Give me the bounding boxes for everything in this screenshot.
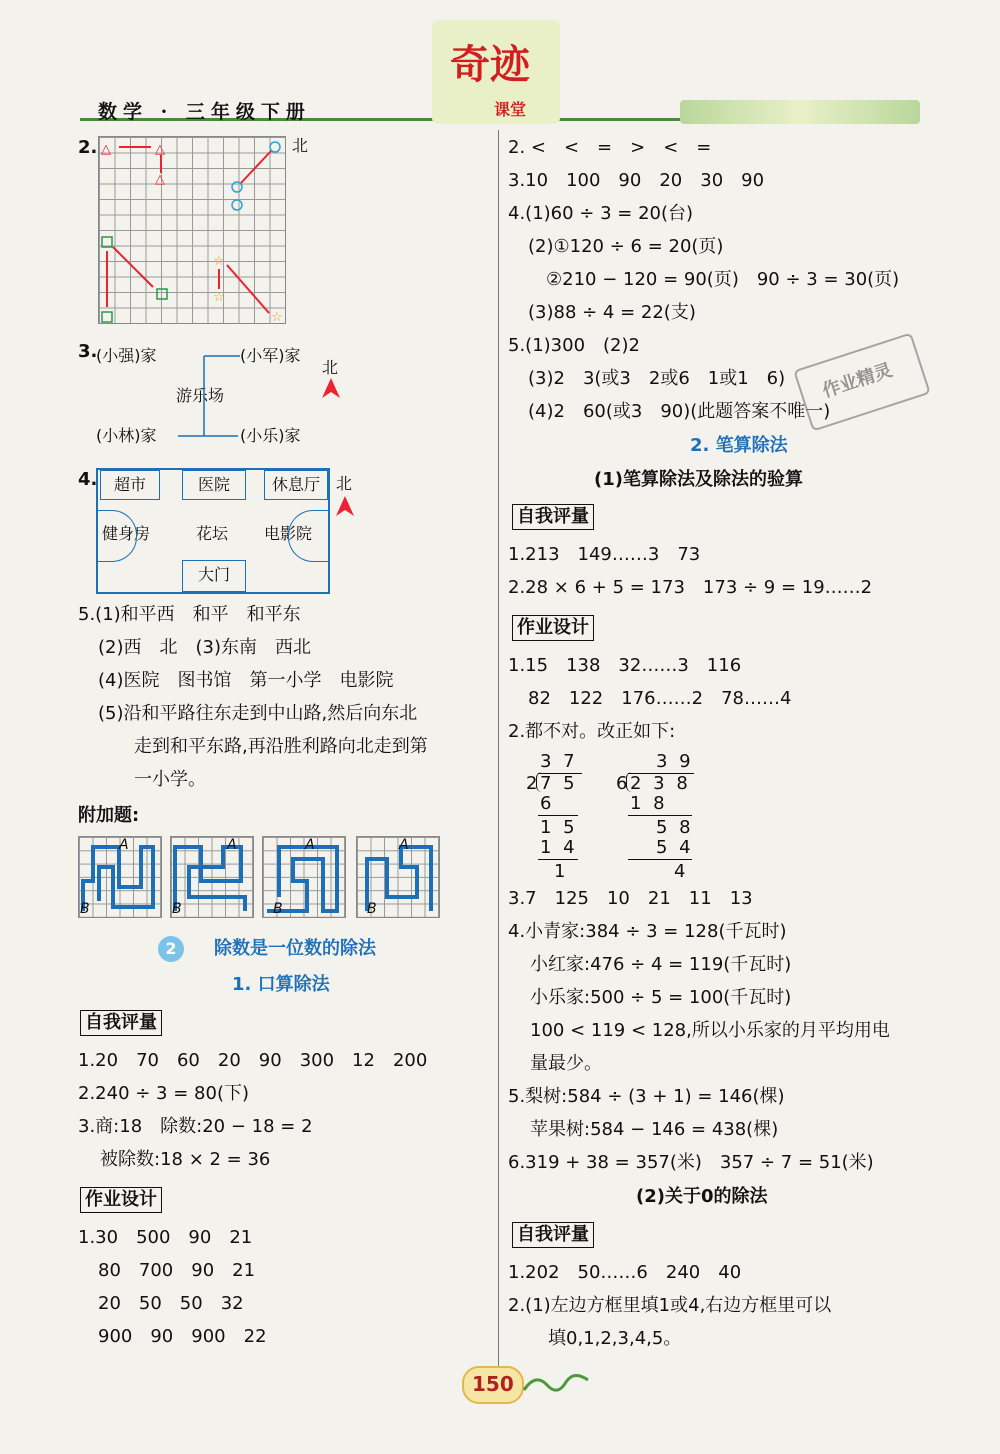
room-lounge: 休息厅 [264,470,328,500]
room-garden: 花坛 [196,524,229,543]
q3-xiaoqiang: (小强)家 [96,346,157,365]
q2-markers [99,137,285,323]
logo-main: 奇迹 [450,41,530,88]
page-number-badge [462,1366,524,1404]
q3-xiaole: (小乐)家 [240,426,301,445]
point-b-label: B [80,901,90,917]
r-line-8: (3)2 3(或3 2或6 1或1 6) [528,368,786,389]
q5-line-3: (4)医院 图书馆 第一小学 电影院 [98,670,394,691]
point-a-label: A [227,837,237,853]
q3-number: 3. [78,341,98,362]
r-b-line-4: 小乐家:500 ÷ 5 = 100(千瓦时) [530,987,792,1008]
q4-number: 4. [78,469,98,490]
section-number: 2 [158,936,184,962]
north-arrow-icon [322,378,340,400]
div2-dividend: 2 3 8 [630,773,691,794]
extra-grid-1 [78,836,162,918]
q3-xiaojun: (小军)家 [240,346,301,365]
se-line-4: 被除数:18 × 2 = 36 [100,1149,271,1170]
book-title: 数学 · 三年级下册 [98,101,311,123]
r-line-3: 4.(1)60 ÷ 3 = 20(台) [508,203,694,224]
hw-line-4: 900 90 900 22 [98,1326,267,1347]
r-hw-line-2: 82 122 176……2 78……4 [528,688,792,709]
room-supermarket: 超市 [100,470,160,500]
point-a-label: A [119,837,129,853]
svg-text:☆: ☆ [213,254,225,269]
div1-line-2 [538,859,578,860]
q3-map-lines [96,340,339,450]
r-line-9: (4)2 60(或3 90)(此题答案不唯一) [528,401,831,422]
room-gate: 大门 [182,560,246,592]
q2-north-label: 北 [292,136,309,155]
homework-label-2: 作业设计 [512,615,594,641]
point-b-label: B [172,901,182,917]
hw-line-3: 20 50 50 32 [98,1293,244,1314]
svg-text:△: △ [101,142,111,157]
r-se-line-1: 1.213 149……3 73 [508,544,701,565]
div1-dividend: 7 5 [540,773,578,794]
r-hw-line-1: 1.15 138 32……3 116 [508,655,742,676]
point-a-label: A [305,837,315,853]
page-number: 150 [472,1372,514,1396]
extra-grid-3 [262,836,346,918]
point-b-label: B [273,901,283,917]
div2-remainder: 4 [674,861,689,882]
column-divider [498,130,499,1370]
q5-line-5: 走到和平东路,再沿胜利路向北走到第 [134,736,428,757]
div1-quotient: 3 7 [540,751,578,772]
q3-north-label: 北 [322,358,339,377]
swirl-ornament-icon [522,1370,592,1398]
r-hw-line-3: 2.都不对。改正如下: [508,721,676,742]
extra-grid-4 [356,836,440,918]
hw-line-2: 80 700 90 21 [98,1260,256,1281]
r-line-4: (2)①120 ÷ 6 = 20(页) [528,236,724,257]
q2-number: 2. [78,137,98,158]
point-a-label: A [399,837,409,853]
north-arrow-icon [336,496,354,518]
q5-line-4: (5)沿和平路往东走到中山路,然后向东北 [98,703,418,724]
sub2-title: 2. 笔算除法 [690,435,788,456]
r-line-2: 3.10 100 90 20 30 90 [508,170,765,191]
q3-xiaolin: (小林)家 [96,426,157,445]
r-c-line-3: 填0,1,2,3,4,5。 [548,1328,682,1349]
r-c-line-2: 2.(1)左边方框里填1或4,右边方框里可以 [508,1295,832,1316]
point-b-label: B [367,901,377,917]
div1-line-1 [538,815,578,816]
r-line-5: ②210 − 120 = 90(页) 90 ÷ 3 = 30(页) [546,269,900,290]
svg-text:☆: ☆ [271,310,283,323]
div1-step-3: 1 4 [540,837,578,858]
div2-line-1 [628,815,692,816]
room-hospital: 医院 [182,470,246,500]
cinema-arc [288,510,329,562]
svg-text:☆: ☆ [213,290,225,305]
r-b-line-8: 苹果树:584 − 146 = 438(棵) [530,1119,779,1140]
div1-remainder: 1 [554,861,569,882]
q5-line-6: 一小学。 [134,769,206,790]
div2-step-2: 5 8 [656,817,694,838]
div1-step-2: 1 5 [540,817,578,838]
homework-label: 作业设计 [80,1187,162,1213]
q5-line-2: (2)西 北 (3)东南 西北 [98,637,311,658]
long-division-2 [616,752,716,882]
q3-park: 游乐场 [176,386,225,405]
extra-grid-2 [170,836,254,918]
q2-grid [98,136,286,324]
self-eval-label-3: 自我评量 [512,1222,594,1248]
long-division-1 [526,752,616,882]
logo-sub: 课堂 [494,100,527,119]
r-b-line-2: 4.小青家:384 ÷ 3 = 128(千瓦时) [508,921,787,942]
self-eval-label: 自我评量 [80,1010,162,1036]
svg-text:△: △ [155,142,165,157]
div1-step-1: 6 [540,793,555,814]
div1-divisor: 2 [526,773,541,794]
r-b-line-9: 6.319 + 38 = 357(米) 357 ÷ 7 = 51(米) [508,1152,874,1173]
gym-arc [96,510,137,562]
stamp [793,332,931,431]
svg-text:△: △ [155,172,165,187]
r-b-line-6: 量最少。 [530,1053,602,1074]
r-b-line-7: 5.梨树:584 ÷ (3 + 1) = 146(棵) [508,1086,785,1107]
r-c-line-1: 1.202 50……6 240 40 [508,1262,742,1283]
div2-line-2 [628,859,692,860]
sub2-2-title: (2)关于0的除法 [636,1186,768,1207]
r-b-line-5: 100 < 119 < 128,所以小乐家的月平均用电 [530,1020,890,1041]
q4-north-label: 北 [336,474,353,493]
logo [432,20,560,124]
div2-step-1: 1 8 [630,793,668,814]
sub2-1-title: (1)笔算除法及除法的验算 [594,469,803,490]
r-b-line-1: 3.7 125 10 21 11 13 [508,888,753,909]
q4-floor-plan [96,468,330,594]
subsection-title: 1. 口算除法 [232,974,330,995]
hw-line-1: 1.30 500 90 21 [78,1227,253,1248]
extra-path-2 [171,837,253,917]
div2-divisor: 6 [616,773,631,794]
se-line-3: 3.商:18 除数:20 − 18 = 2 [78,1116,313,1137]
r-line-1: 2. < < = > < = [508,137,712,158]
r-line-6: (3)88 ÷ 4 = 22(支) [528,302,696,323]
se-line-1: 1.20 70 60 20 90 300 12 200 [78,1050,428,1071]
r-line-7: 5.(1)300 (2)2 [508,335,640,356]
header-ornament [680,100,920,124]
div2-quotient: 3 9 [656,751,694,772]
q5-line-1: 5.(1)和平西 和平 和平东 [78,604,301,625]
extra-title: 附加题: [78,805,140,826]
room-gym: 健身房 [102,524,151,543]
section-title: 除数是一位数的除法 [214,938,376,959]
div2-step-3: 5 4 [656,837,694,858]
r-se-line-2: 2.28 × 6 + 5 = 173 173 ÷ 9 = 19……2 [508,577,873,598]
se-line-2: 2.240 ÷ 3 = 80(下) [78,1083,249,1104]
r-b-line-3: 小红家:476 ÷ 4 = 119(千瓦时) [530,954,792,975]
stamp-text: 作业精灵 [819,359,895,402]
room-cinema: 电影院 [264,524,313,543]
self-eval-label-2: 自我评量 [512,504,594,530]
